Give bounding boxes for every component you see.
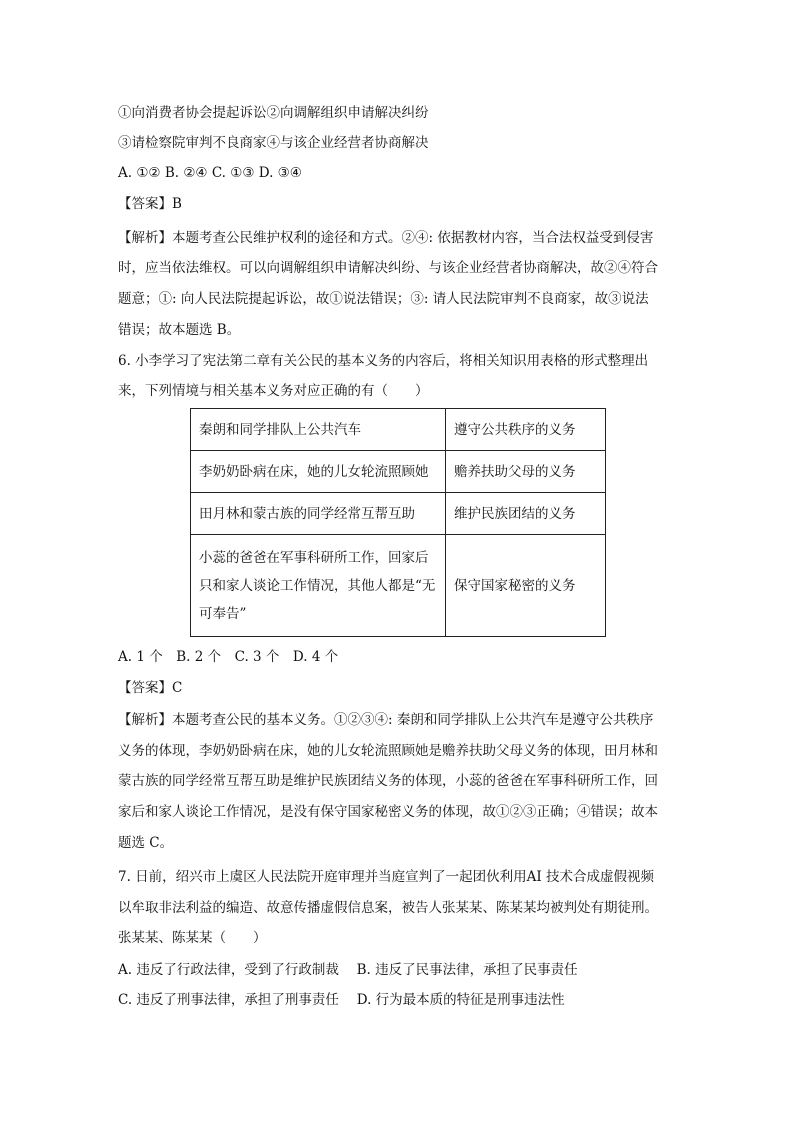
table-cell-situation: 秦朗和同学排队上公共汽车 xyxy=(191,409,446,451)
table-cell-line: 只和家人谈论工作情况，其他人都是“无 xyxy=(199,577,436,594)
answer-choices: A. ①② B. ②④ C. ①③ D. ③④ xyxy=(118,165,302,181)
option-statements-1: ①向消费者协会提起诉讼②向调解组织申请解决纠纷 xyxy=(118,105,429,121)
table-row xyxy=(191,451,606,493)
analysis-line: 家后和家人谈论工作情况，是没有保守国家秘密义务的体现，故①②③正确；④错误；故本 xyxy=(118,804,658,820)
analysis-line: 错误；故本题选 B。 xyxy=(118,322,241,338)
answer-label: 【答案】B xyxy=(118,196,182,212)
table-cell-situation: 李奶奶卧病在床，她的儿女轮流照顾她 xyxy=(191,451,446,493)
analysis-line: 【解析】本题考查公民的基本义务。①②③④: 秦朗和同学排队上公共汽车是遵守公共秩序 xyxy=(118,712,654,728)
analysis-line: 义务的体现，李奶奶卧病在床，她的儿女轮流照顾她是赡养扶助父母义务的体现，田月林和 xyxy=(118,743,658,759)
table-cell-duty: 维护民族团结的义务 xyxy=(446,493,606,535)
table-cell-duty: 赡养扶助父母的义务 xyxy=(446,451,606,493)
analysis-line: 蒙古族的同学经常互帮互助是维护民族团结义务的体现，小蕊的爸爸在军事科研所工作，回 xyxy=(118,773,658,789)
question-7-stem: 7. 日前，绍兴市上虞区人民法院开庭审理并当庭宣判了一起团伙利用AI 技术合成虚假视频 xyxy=(118,869,655,885)
duty-table xyxy=(190,408,606,637)
analysis-line: 【解析】本题考查公民维护权利的途径和方式。②④: 依据教材内容，当合法权益受到侵害 xyxy=(118,230,654,246)
table-cell-situation xyxy=(191,535,446,637)
table-cell-duty: 保守国家秘密的义务 xyxy=(446,535,606,637)
table-cell-line: 可奉告” xyxy=(199,605,247,622)
table-row xyxy=(191,493,606,535)
table-cell-situation: 田月林和蒙古族的同学经常互帮互助 xyxy=(191,493,446,535)
table-row xyxy=(191,535,606,637)
answer-choices: A. 1 个 B. 2 个 C. 3 个 D. 4 个 xyxy=(118,649,339,665)
table-cell-duty: 遵守公共秩序的义务 xyxy=(446,409,606,451)
question-6-stem: 6. 小李学习了宪法第二章有关公民的基本义务的内容后，将相关知识用表格的形式整理出 xyxy=(118,353,649,369)
question-7-stem: 张某某、陈某某（ ） xyxy=(118,930,267,946)
question-7-options: A. 违反了行政法律，受到了行政制裁 B. 违反了民事法律，承担了民事责任 xyxy=(118,962,578,978)
table-cell-line: 小蕊的爸爸在军事科研所工作，回家后 xyxy=(199,549,429,566)
table-row xyxy=(191,409,606,451)
question-7-stem: 以牟取非法利益的编造、故意传播虚假信息案，被告人张某某、陈某某均被判处有期徒刑。 xyxy=(118,900,658,916)
analysis-line: 题意；①: 向人民法院提起诉讼，故①说法错误；③: 请人民法院审判不良商家，故③说法 xyxy=(118,291,649,307)
analysis-line: 题选 C。 xyxy=(118,835,174,851)
answer-label: 【答案】C xyxy=(118,680,183,696)
option-statements-2: ③请检察院审判不良商家④与该企业经营者协商解决 xyxy=(118,135,429,151)
analysis-line: 时，应当依法维权。可以向调解组织申请解决纠纷、与该企业经营者协商解决，故②④符合 xyxy=(118,260,658,276)
question-7-options: C. 违反了刑事法律，承担了刑事责任 D. 行为最本质的特征是刑事违法性 xyxy=(118,992,565,1008)
question-6-stem: 来，下列情境与相关基本义务对应正确的有（ ） xyxy=(118,383,429,399)
